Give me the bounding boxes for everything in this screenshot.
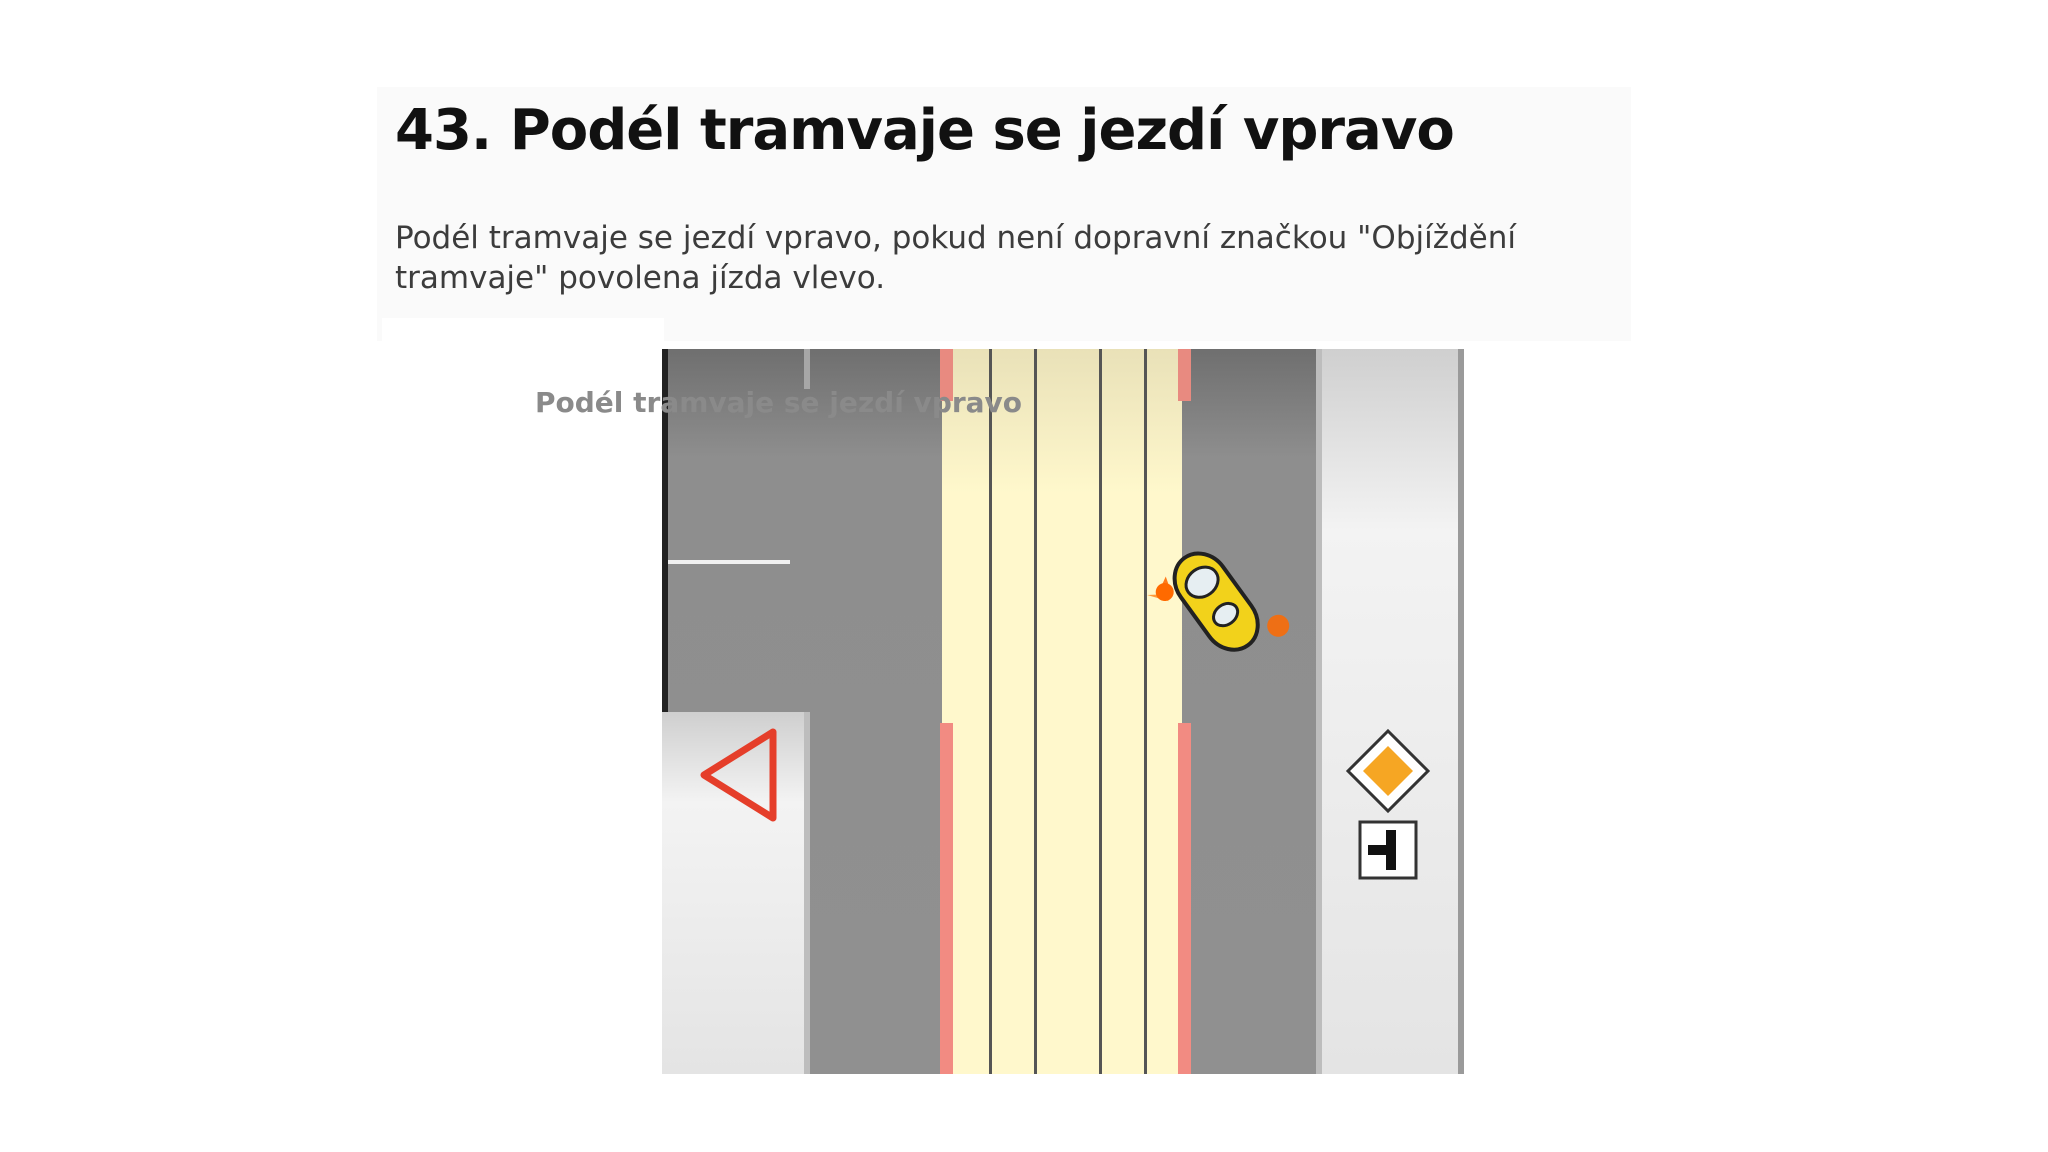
right-sidewalk [1322, 349, 1458, 1074]
video-panel [382, 318, 664, 1076]
tram-rail [1034, 349, 1037, 1074]
article-description: Podél tramvaje se jezdí vpravo, pokud není dopravní značkou "Objíždění tramvaje" povolena jízda vlevo. [395, 220, 1517, 296]
stop-line [668, 560, 790, 564]
video-caption: Podél tramvaje se jezdí vpravo [535, 386, 1023, 419]
supplementary-road-layout-icon [1360, 822, 1416, 878]
tram-rail [1144, 349, 1147, 1074]
kerb-separator-top-right [1178, 349, 1191, 401]
kerb-separator-right [1178, 723, 1191, 1074]
traffic-scene-illustration [662, 349, 1464, 1074]
left-curb-top [804, 349, 810, 389]
kerb-separator-left [940, 723, 953, 1074]
left-sidewalk [662, 712, 804, 1074]
article-title: 43. Podél tramvaje se jezdí vpravo [395, 98, 1454, 163]
tram-rail [1099, 349, 1102, 1074]
video-player[interactable] [662, 349, 1464, 1074]
left-curb [804, 712, 810, 1074]
right-curb [1316, 349, 1322, 1074]
right-sidewalk-edge [1458, 349, 1464, 1074]
tram-rail [989, 349, 992, 1074]
